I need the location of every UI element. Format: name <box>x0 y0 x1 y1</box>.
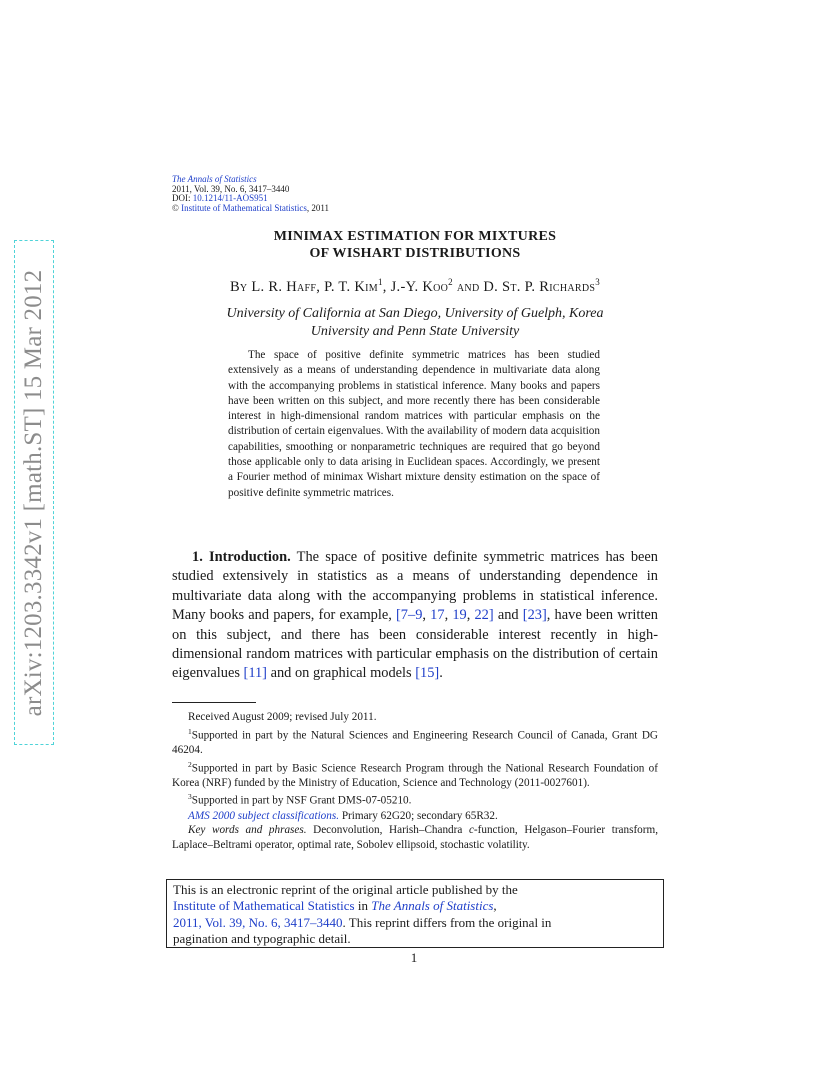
footnote-2-text: Supported in part by Basic Science Research Program through the National Research Foundation of Korea (NRF) funded by the Ministry of Education, Science and Technology (2011-0027601). <box>172 762 658 789</box>
footnote-1-mark: 1 <box>188 726 192 736</box>
intro-text-5: . <box>439 665 443 682</box>
reprint-text: . This reprint differs from the original in <box>342 914 552 930</box>
volume-line: 2011, Vol. 39, No. 6, 3417–3440 <box>172 183 290 194</box>
page-number: 1 <box>410 950 418 965</box>
footnote-mark-3: 3 <box>595 277 601 287</box>
doi-link[interactable]: 10.1214/11-AOS951 <box>192 193 268 204</box>
citation-19[interactable]: 19 <box>452 607 467 624</box>
received-note: Received August 2009; revised July 2011. <box>188 711 377 723</box>
author-3: , J.-Y. Koo <box>382 278 449 295</box>
ams-classification <box>172 809 658 824</box>
reprint-line-3 <box>173 915 657 931</box>
intro-text-3: , have been written on this subject, and there has been considerable interest recently in high-dimensional random matrices with particular emphasis on the distribution of certain eigenvalues <box>172 607 658 682</box>
keywords <box>172 823 658 852</box>
author-1-2: By L. R. Haff, P. T. Kim <box>229 278 378 295</box>
doi-prefix: DOI: <box>172 193 193 204</box>
reprint-journal-link[interactable]: The Annals of Statistics <box>371 898 494 914</box>
footnote-mark-1: 1 <box>377 277 383 287</box>
citation-11[interactable]: [11] <box>243 665 267 682</box>
footnote-3-text: Supported in part by NSF Grant DMS-07-05210. <box>191 795 412 808</box>
ams-codes: Primary 62G20; secondary 65R32. <box>339 809 498 822</box>
author-4: and D. St. P. Richards <box>452 278 596 295</box>
copyright-icon: © <box>172 202 179 213</box>
reprint-notice <box>166 879 664 948</box>
keywords-text-a: Deconvolution, Harish–Chandra <box>306 824 469 837</box>
citation-17[interactable]: 17 <box>430 607 445 624</box>
journal-link[interactable]: The Annals of Statistics <box>172 174 257 184</box>
reprint-line-4: pagination and typographic detail. <box>173 930 351 946</box>
reprint-volume-link[interactable]: 2011, Vol. 39, No. 6, 3417–3440 <box>173 914 343 930</box>
intro-text-2: and <box>493 607 523 624</box>
section-heading: 1. Introduction. <box>192 549 291 565</box>
ams-link[interactable]: AMS 2000 subject classifications. <box>188 809 340 822</box>
abstract: The space of positive definite symmetric matrices has been studied extensively as a means of understanding dependence in multivariate data along with the accompanying problems in statistical inference. Many books and papers have been written on this subject, and more recently there has been considerable interest in high-dimensional random matrices with particular emphasis on the distribution of certain eigenvalues. With the availability of modern data acquisition capabilities, smoothing or nonparametric techniques are required that go beyond those applicable only to data arising in Euclidean spaces. Accordingly, we present a Fourier method of minimax Wishart mixture density estimation on the space of positive definite symmetric matrices. <box>228 349 600 499</box>
footnote-divider <box>172 702 256 703</box>
reprint-comma: , <box>493 898 497 914</box>
footnotes <box>172 710 658 853</box>
citation-separator: , <box>422 607 431 624</box>
keywords-label: Key words and phrases. <box>188 824 307 837</box>
footnote-mark-2: 2 <box>448 277 453 287</box>
affiliations <box>172 305 658 341</box>
reprint-institute-link[interactable]: Institute of Mathematical Statistics <box>173 898 355 914</box>
citation-23[interactable]: [23] <box>522 607 547 624</box>
copyright-year: , 2011 <box>306 202 329 213</box>
institute-link[interactable]: Institute of Mathematical Statistics <box>181 202 307 213</box>
footnote-1-text: Supported in part by the Natural Sciences and Engineering Research Council of Canada, Grant DG 46204. <box>172 729 658 756</box>
intro-text-4: and on graphical models <box>266 665 416 682</box>
title-line-2: OF WISHART DISTRIBUTIONS <box>309 246 521 261</box>
keywords-text-b: -function, Helgason–Fourier transform, Laplace–Beltrami operator, optimal rate, Sobolev ellipsoid, stochastic volatility. <box>172 824 658 851</box>
journal-header <box>172 175 329 213</box>
citation-7-9[interactable]: [7–9 <box>396 607 423 624</box>
reprint-in: in <box>354 898 372 914</box>
footnote-2-mark: 2 <box>188 759 192 769</box>
footnote-3-mark: 3 <box>188 792 192 802</box>
footnote-3 <box>172 790 658 808</box>
arxiv-side-stamp[interactable] <box>14 240 54 745</box>
copyright-line <box>172 204 329 214</box>
reprint-line-1: This is an electronic reprint of the original article published by the <box>173 882 518 897</box>
arxiv-identifier: arXiv:1203.3342v1 [math.ST] 15 Mar 2012 <box>20 269 47 716</box>
affiliation-line-2: University and Penn State University <box>310 324 520 339</box>
reprint-line-2 <box>173 898 657 914</box>
citation-separator: , <box>466 607 475 624</box>
affiliation-line-1: University of California at San Diego, University of Guelph, Korea <box>226 306 604 321</box>
keywords-c: c <box>468 824 474 837</box>
footnote-2 <box>172 758 658 791</box>
footnote-1 <box>172 725 658 758</box>
paper-title <box>172 228 658 262</box>
author-line <box>172 277 658 296</box>
introduction-paragraph <box>172 548 658 684</box>
citation-22[interactable]: 22] <box>474 607 494 624</box>
citation-separator: , <box>444 607 453 624</box>
citation-15[interactable]: [15] <box>415 665 440 682</box>
intro-text-1: The space of positive definite symmetric matrices has been studied extensively in statistics as a means of understanding dependence in multivariate data along with the accompanying problems in statistical inference. Many books and papers, for example, <box>172 549 658 624</box>
title-line-1: MINIMAX ESTIMATION FOR MIXTURES <box>273 229 557 244</box>
